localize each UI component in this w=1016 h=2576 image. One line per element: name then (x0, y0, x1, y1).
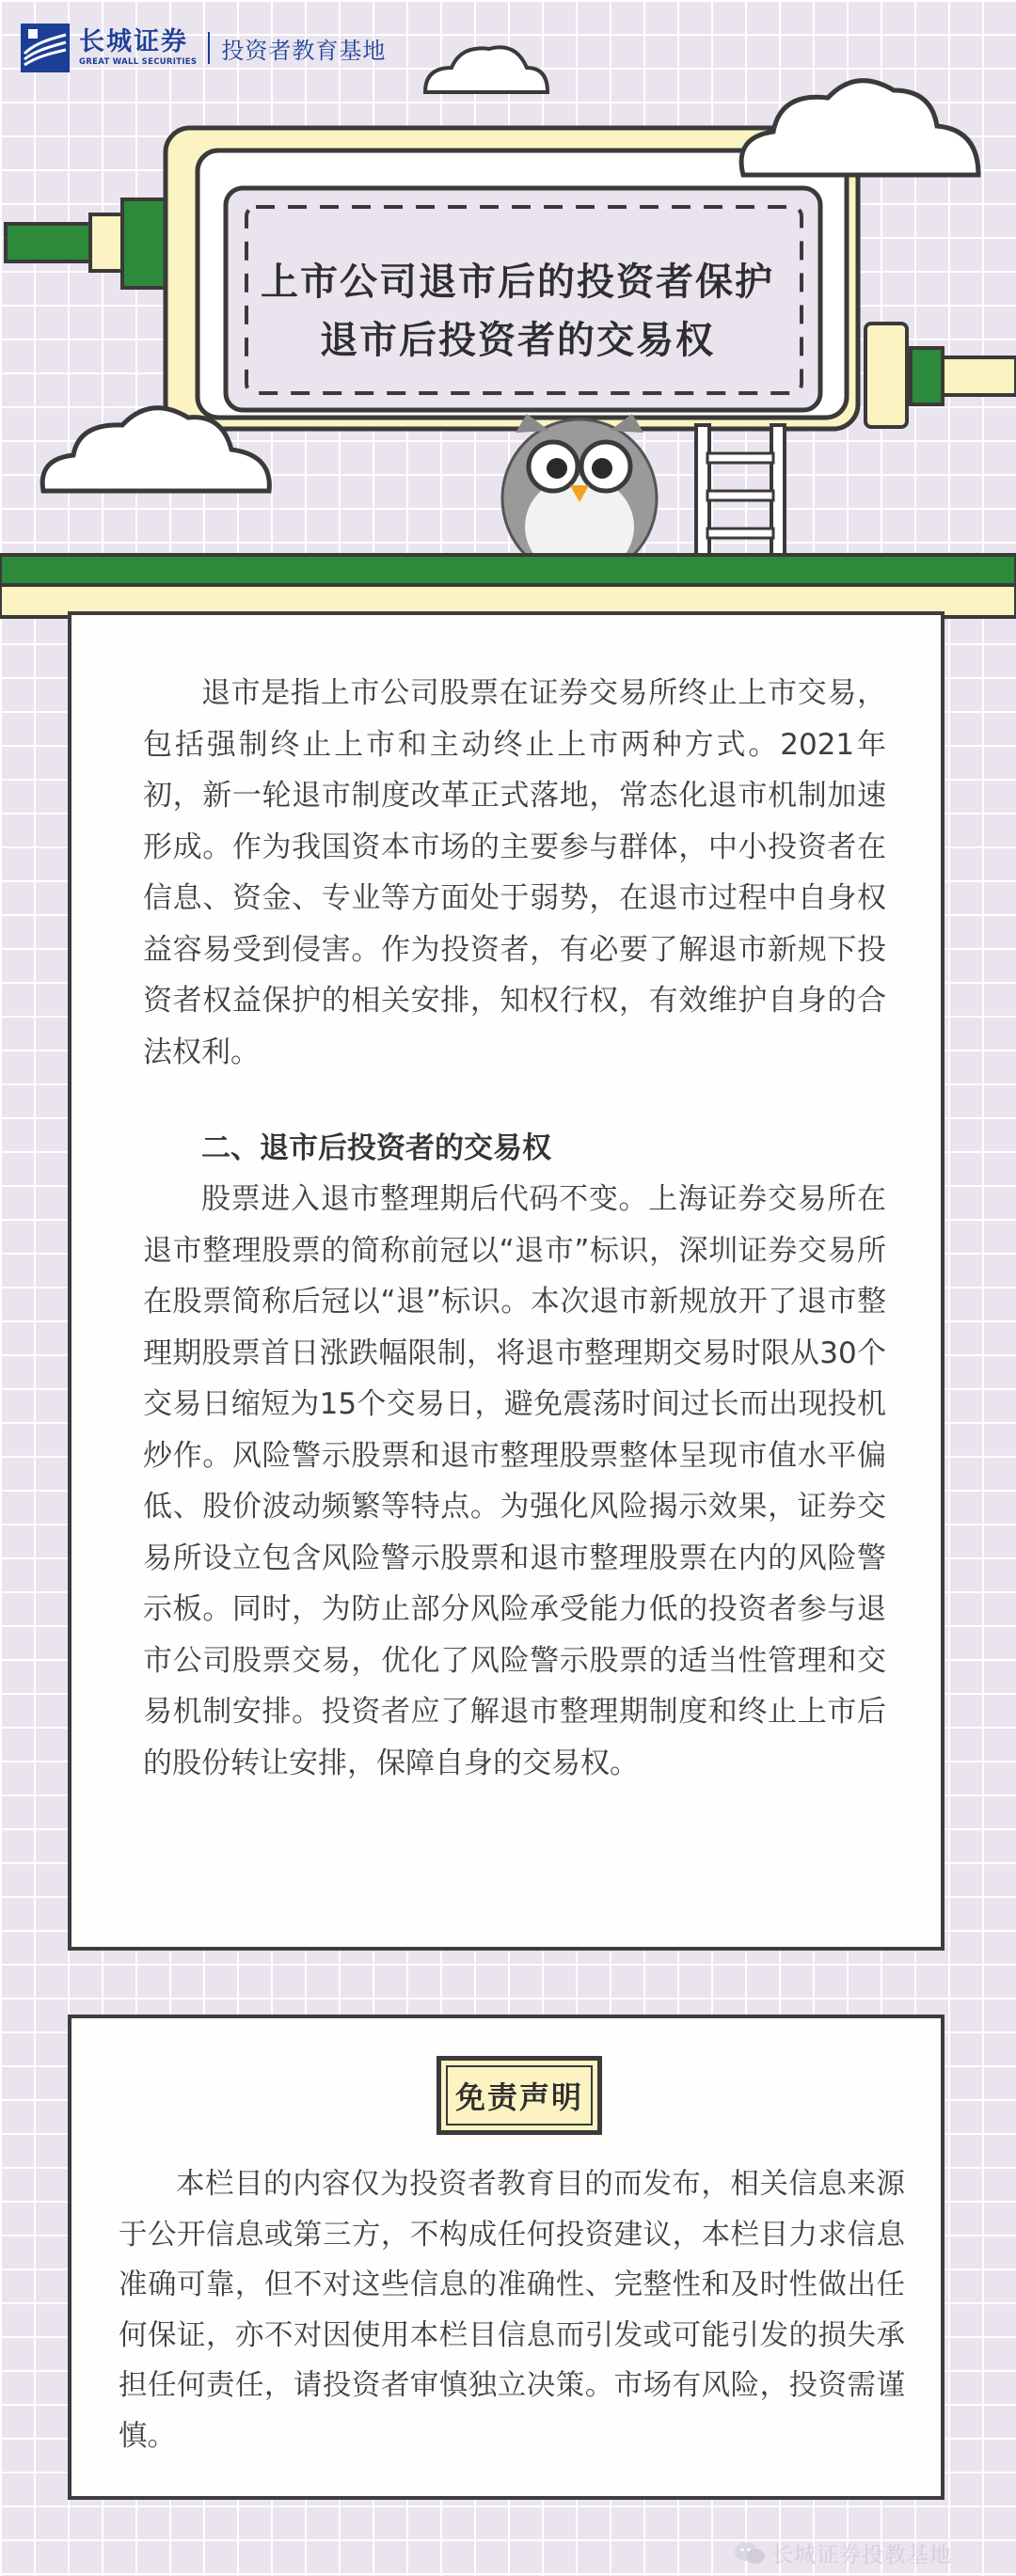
banner-title: 上市公司退市后的投资者保护 (261, 261, 774, 304)
left-pipe (6, 224, 100, 261)
right-pipe (937, 357, 1016, 395)
wechat-icon (734, 2540, 766, 2567)
disclaimer-paragraph: 本栏目的内容仅为投资者教育目的而发布，相关信息来源于公开信息或第三方，不构成任何投资建议，本栏目力求信息准确可靠，但不对这些信息的准确性、完整性和及时性做出任何保证，亦不对因使用本栏目信息而引发或可能引发的损失承担任何责任，请投资者审慎独立决策。市场有风险，投资需谨慎。 (119, 2168, 905, 2453)
cloud-icon (425, 47, 548, 92)
intro-paragraph: 退市是指上市公司股票在证券交易所终止上市交易，包括强制终止上市和主动终止上市两种方式。2021年初，新一轮退市制度改革正式落地，常态化退市机制加速形成。作为我国资本市场的主要参与群体，中小投资者在信息、资金、专业等方面处于弱势，在退市过程中自身权益容易受到侵害。作为投资者，有必要了解退市新规下投资者权益保护的相关安排，知权行权，有效维护自身的合法权利。 (143, 676, 886, 1069)
ladder-icon (696, 425, 785, 574)
ground-grass (0, 555, 1016, 587)
section-heading: 二、退市后投资者的交易权 (201, 1131, 551, 1165)
banner-subtitle: 退市后投资者的交易权 (320, 319, 715, 362)
disclaimer-title: 免责声明 (437, 2056, 602, 2135)
cloud-icon (741, 81, 978, 175)
brand-subtitle: 投资者教育基地 (221, 37, 387, 64)
disclaimer-card (68, 2015, 945, 2500)
watermark (734, 2537, 952, 2568)
content-card (68, 611, 945, 1951)
section-paragraph: 股票进入退市整理期后代码不变。上海证券交易所在退市整理股票的简称前冠以“退市”标识，深圳证券交易所在股票简称后冠以“退”标识。本次退市新规放开了退市整理期股票首日涨跌幅限制，将退市整理期交易时限从30个交易日缩短为15个交易日，避免震荡时间过长而出现投机炒作。风险警示股票和退市整理股票整体呈现市值水平偏低、股价波动频繁等特点。为强化风险揭示效果，证券交易所设立包含风险警示股票和退市整理股票在内的风险警示板。同时，为防止部分风险承受能力低的投资者参与退市公司股票交易，优化了风险警示股票的适当性管理和交易机制安排。投资者应了解退市整理期制度和终止上市后的股份转让安排，保障自身的交易权。 (143, 1182, 886, 1780)
brand-name-en: GREAT WALL SECURITIES (79, 57, 198, 67)
brand-name-cn: 长城证券 (79, 27, 188, 56)
watermark-text: 长城证券投教基地 (771, 2543, 952, 2568)
